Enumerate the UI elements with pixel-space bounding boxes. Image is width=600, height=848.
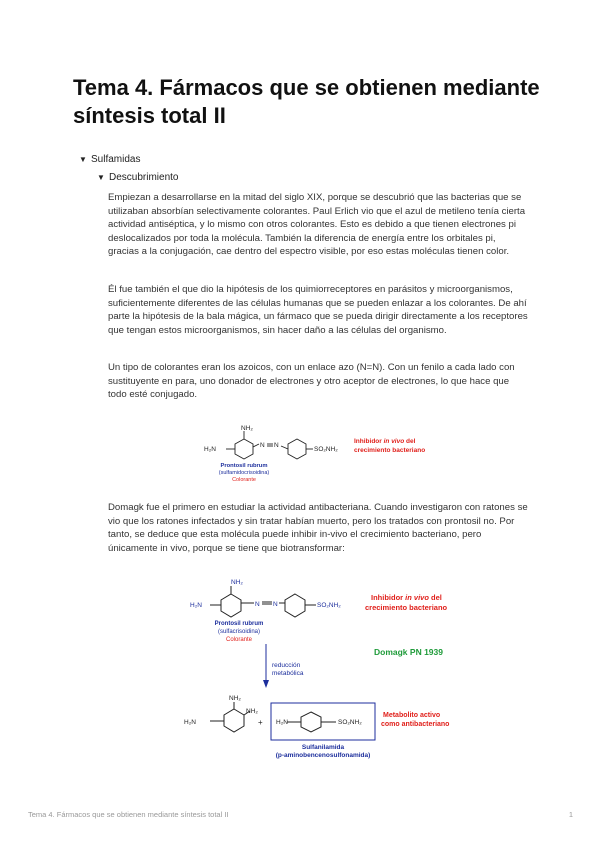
triangle-down-icon[interactable]: ▼ — [79, 155, 87, 164]
metabolite-text-line2: como antibacteriano — [381, 721, 450, 728]
compound-name: Prontosil rubrum — [214, 621, 264, 627]
inhibitor-pre: Inhibidor — [354, 438, 384, 445]
page-title: Tema 4. Fármacos que se obtienen mediante síntesis total II — [73, 75, 540, 128]
compound-alt-name: (sulfacrisoidina) — [217, 629, 261, 635]
sulfanilamide-alt-name: (p-aminobencenosulfonamida) — [275, 752, 371, 759]
inhibitor-italic: in vivo — [405, 593, 429, 602]
azo-n-label: N — [274, 442, 279, 449]
paragraph: Él fue también el que dio la hipótesis de los quimiorreceptores en parásitos y microorganismos, suficientemente diferentes de las células humanas que se pueden enlazar a los colorantes. De ahí parte la hipótesis de la bala mágica, un fármaco que se pueda dirigir directamente a los receptores que tengan estos microorganismos, sin hacer daño a las células del organismo. — [108, 284, 528, 336]
so2nh2-label: SO₂NH₂ — [314, 446, 338, 453]
so2nh2-label: SO₂NH₂ — [338, 719, 362, 726]
inhibitor-post: del — [428, 593, 442, 602]
reduction-label: reducción — [272, 662, 301, 669]
toggle-descubrimiento[interactable] — [97, 172, 178, 183]
paragraph: Empiezan a desarrollarse en la mitad del siglo XIX, porque se descubrió que las bacterias que se utilizaban absorbían selectivamente colorantes. Paul Erlich vio que el azul de metileno tenía cierta actividad antiséptica, y lo mismo con otros colorantes. Esto es debido a que tienen electrones pi deslocalizados por toda la molécula. También la diferencia de energía entre los orbitales pi, gracias a la conjugación, cae dentro del espectro visible, por eso estas moléculas tienen color. — [108, 192, 526, 258]
benzene-ring-product — [224, 709, 244, 732]
footer-title: Tema 4. Fármacos que se obtienen mediante síntesis total II — [28, 810, 229, 819]
toggle-label: Sulfamidas — [91, 154, 141, 165]
arrow-head-icon — [263, 680, 269, 688]
compound-kind: Colorante — [232, 477, 256, 483]
so2nh2-label: SO₂NH₂ — [317, 602, 341, 609]
metabolism-figure — [176, 572, 476, 768]
nh2-label: NH₂ — [231, 579, 243, 586]
benzene-ring-right — [285, 594, 305, 617]
page-number: 1 — [568, 810, 573, 819]
benzene-ring-right — [288, 439, 306, 459]
plus-sign: + — [258, 718, 263, 727]
inhibitor-pre: Inhibidor — [371, 593, 406, 602]
toggle-label: Descubrimiento — [109, 172, 179, 183]
reduction-label-line2: metabólica — [272, 670, 304, 677]
page-footer — [28, 810, 573, 819]
triangle-down-icon[interactable]: ▼ — [97, 173, 105, 182]
h2n-label: H₂N — [190, 602, 202, 609]
nh2-label: NH₂ — [241, 425, 253, 432]
compound-alt-name: (sulfamidocrisoidina) — [218, 470, 270, 476]
benzene-ring-left — [221, 594, 241, 617]
h2n-label: H₂N — [276, 719, 288, 726]
azo-n-label: N — [255, 601, 260, 608]
compound-kind: Colorante — [225, 637, 253, 643]
paragraph: Domagk fue el primero en estudiar la actividad antibacteriana. Cuando investigaron con ratones se vio que los ratones infectados y sin tratar habían muerto, pero los tratados con prontosil no. Por tanto, se deduce que esta molécula puede inhibir in-vivo el crecimiento bacteriano, pero únicamente in vivo, porque se tiene que biotransformar: — [108, 502, 528, 554]
h2n-label: H₂N — [204, 446, 216, 453]
inhibitor-text — [354, 438, 416, 445]
inhibitor-post: del — [404, 438, 416, 445]
inhibitor-text-line2: crecimiento bacteriano — [365, 603, 448, 612]
sulfanilamide-name: Sulfanilamida — [301, 744, 345, 751]
inhibitor-italic: in vivo — [383, 438, 405, 445]
inhibitor-text-line2: crecimiento bacteriano — [354, 447, 426, 454]
prontosil-figure — [198, 420, 448, 488]
award-label: Domagk PN 1939 — [374, 647, 443, 657]
benzene-ring-left — [235, 439, 253, 459]
inhibitor-text — [371, 593, 442, 602]
h2n-label: H₂N — [184, 719, 196, 726]
nh2-label: NH₂ — [229, 695, 241, 702]
metabolite-text: Metabolito activo — [383, 712, 441, 719]
nh2-label: NH₂ — [246, 708, 258, 715]
azo-n-label: N — [260, 442, 265, 449]
compound-name: Prontosil rubrum — [220, 463, 268, 469]
toggle-sulfamidas[interactable] — [79, 154, 140, 165]
paragraph: Un tipo de colorantes eran los azoicos, con un enlace azo (N=N). Con un fenilo a cada lado con sustituyente en para, uno donador de electrones y otro aceptor de electrones, lo que hace que todo esté conjugado. — [108, 362, 515, 401]
benzene-ring-sulfanilamide — [301, 712, 321, 732]
azo-n-label: N — [273, 601, 278, 608]
